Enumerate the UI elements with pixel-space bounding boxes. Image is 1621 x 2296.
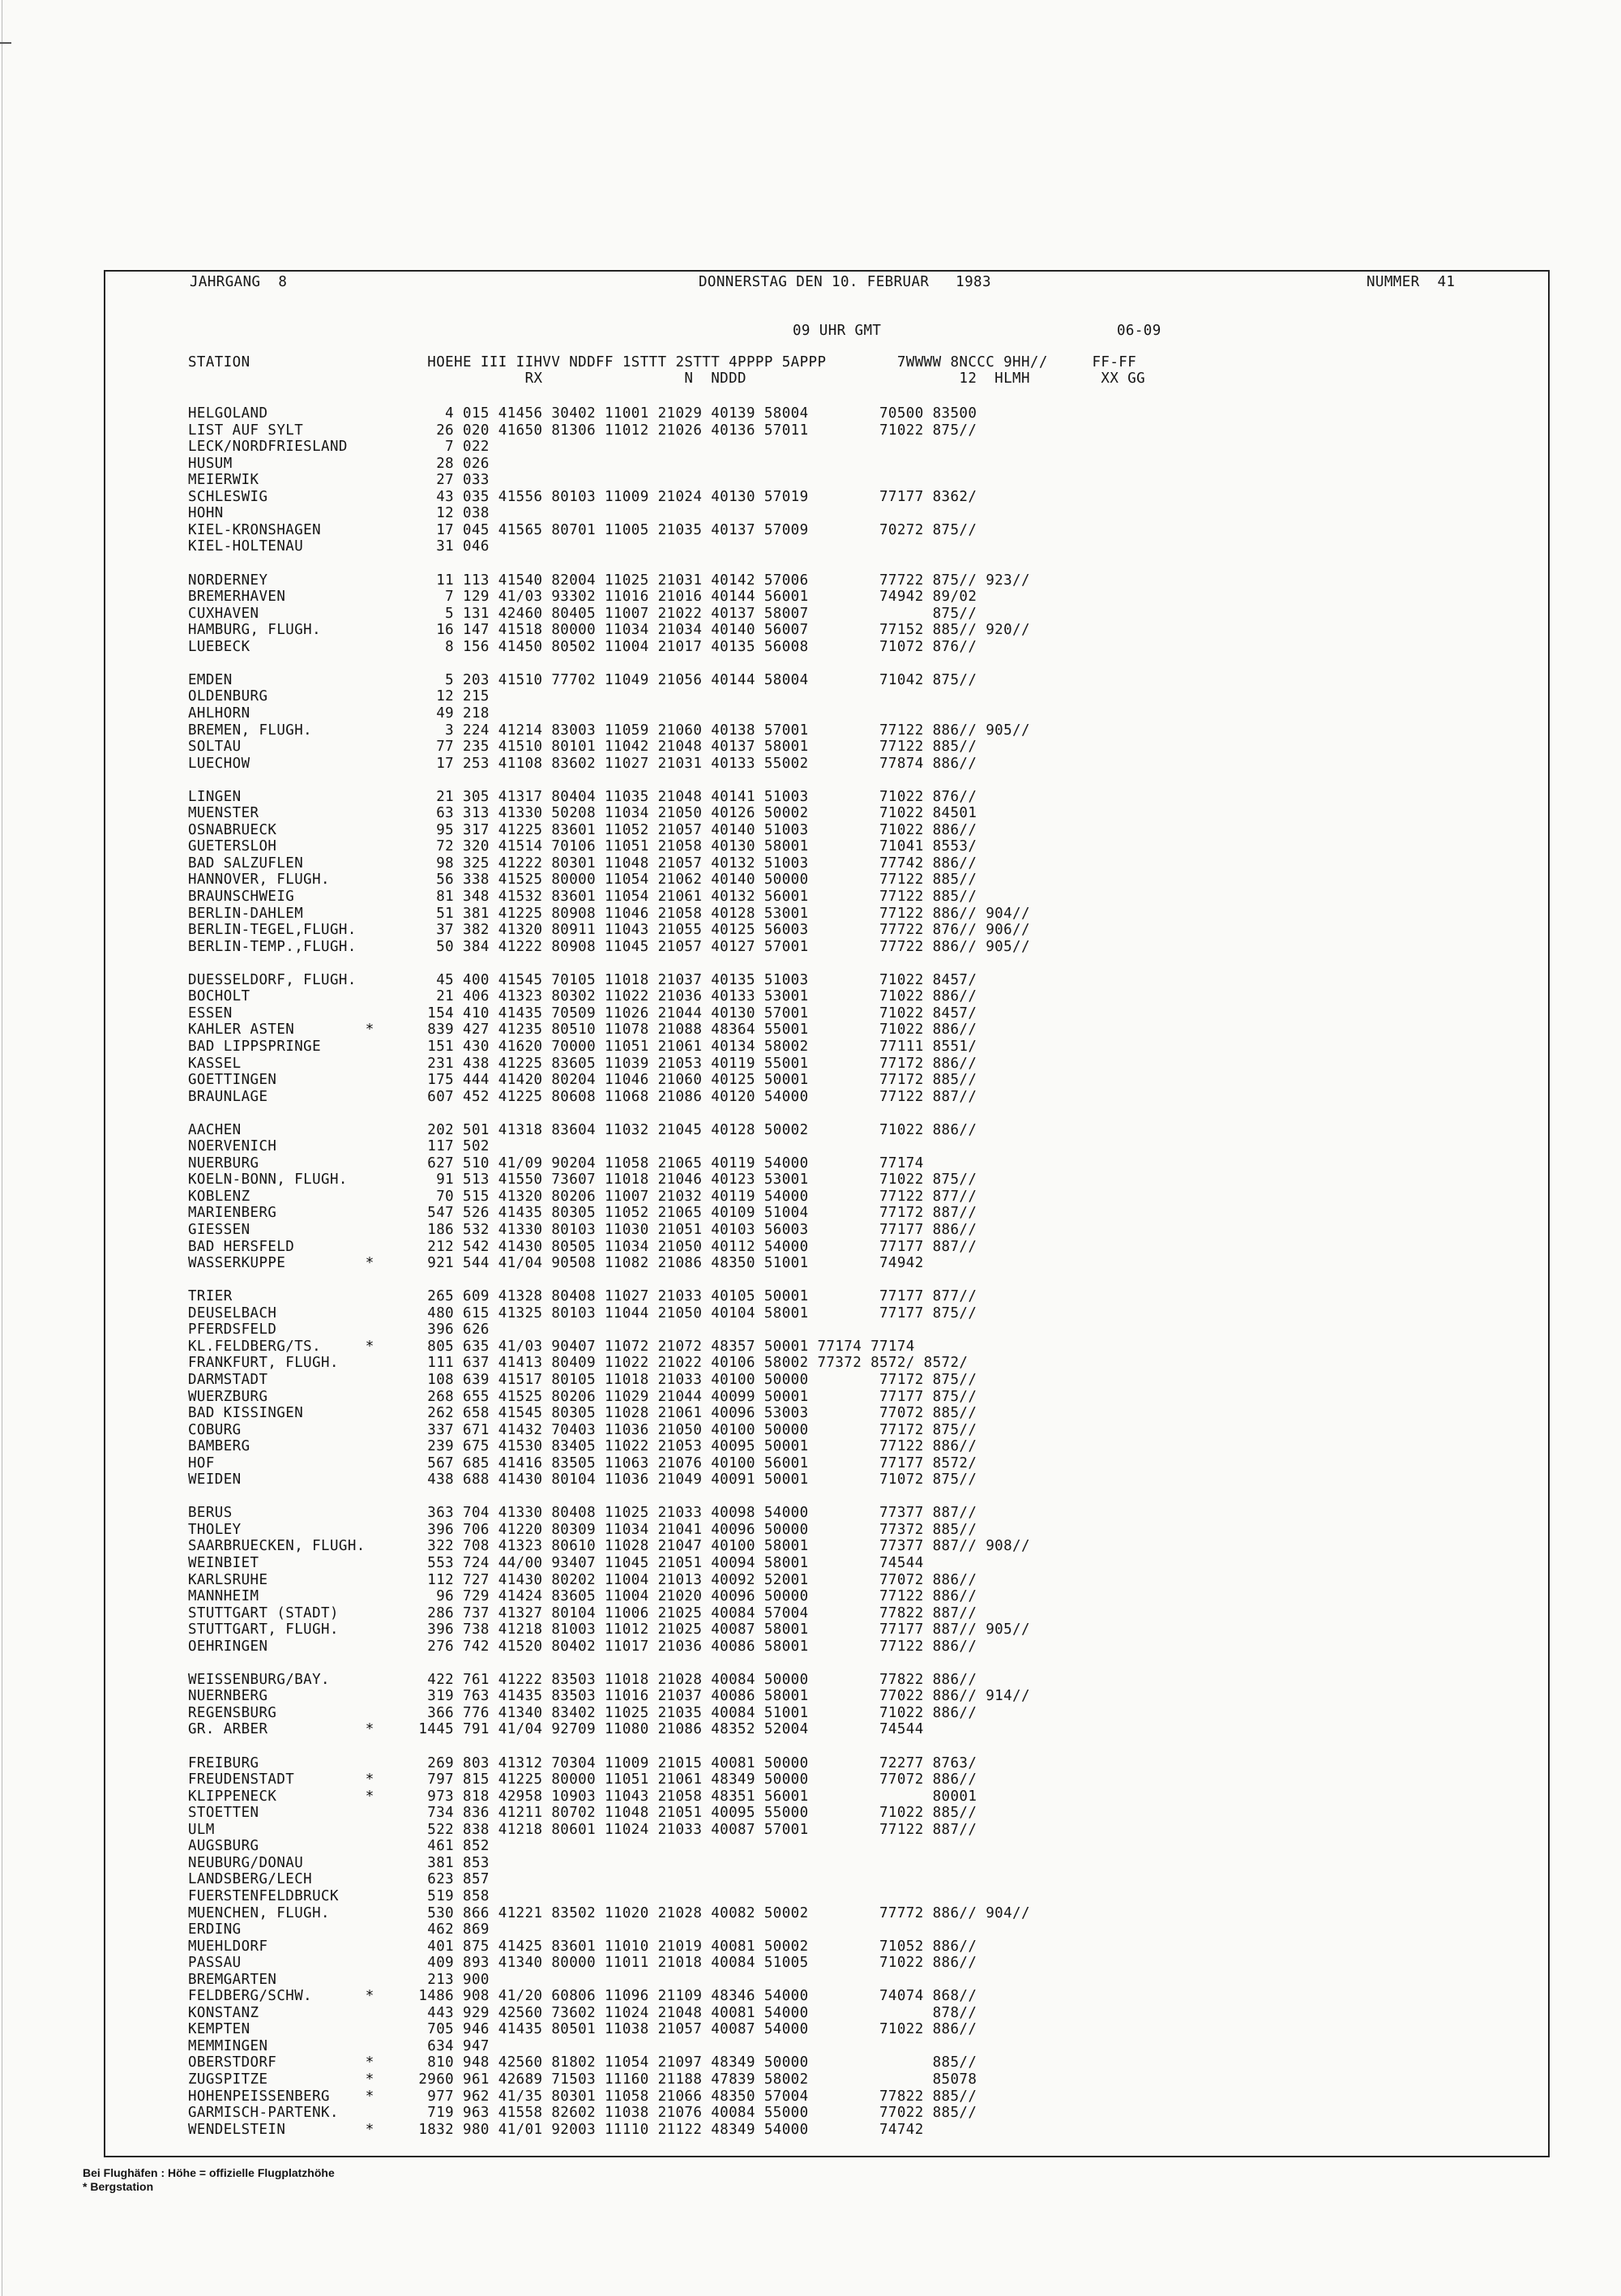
station-row: OSNABRUECK 95 317 41225 83601 11052 21057 40140 51003 71022 886// — [188, 821, 977, 838]
station-row: ULM 522 838 41218 80601 11024 21033 40087 57001 77122 887// — [188, 1821, 977, 1838]
station-row: NUERNBERG 319 763 41435 83503 11016 21037 40086 58001 77022 886// 914// — [188, 1688, 1030, 1705]
station-row: KASSEL 231 438 41225 83605 11039 21053 40119 55001 77172 886// — [188, 1055, 977, 1072]
station-row: KARLSRUHE 112 727 41430 80202 11004 21013 40092 52001 77072 886// — [188, 1571, 977, 1588]
station-row: OLDENBURG 12 215 — [188, 688, 490, 705]
station-row: FRANKFURT, FLUGH. 111 637 41413 80409 11022 21022 40106 58002 77372 8572/ 8572/ — [188, 1355, 969, 1372]
station-row: REGENSBURG 366 776 41340 83402 11025 21035 40084 51001 71022 886// — [188, 1704, 977, 1721]
station-row: GIESSEN 186 532 41330 80103 11030 21051 40103 56003 77177 886// — [188, 1222, 977, 1238]
station-row: HELGOLAND 4 015 41456 30402 11001 21029 40139 58004 70500 83500 — [188, 405, 977, 422]
station-row: BERLIN-DAHLEM 51 381 41225 80908 11046 21058 40128 53001 77122 886// 904// — [188, 905, 1030, 922]
station-row: AUGSBURG 461 852 — [188, 1838, 490, 1855]
station-row: BAMBERG 239 675 41530 83405 11022 21053 40095 50001 77122 886// — [188, 1438, 977, 1455]
station-row: SAARBRUECKEN, FLUGH. 322 708 41323 80610 11028 21047 40100 58001 77377 887// 908// — [188, 1538, 1030, 1555]
station-row: BAD SALZUFLEN 98 325 41222 80301 11048 21057 40132 51003 77742 886// — [188, 855, 977, 872]
station-row: NUERBURG 627 510 41/09 90204 11058 21065 40119 54000 77174 — [188, 1154, 924, 1172]
station-row: TRIER 265 609 41328 80408 11027 21033 40105 50001 77177 877// — [188, 1288, 977, 1305]
station-row: ESSEN 154 410 41435 70509 11026 21044 40130 57001 71022 8457/ — [188, 1004, 977, 1022]
station-row: HANNOVER, FLUGH. 56 338 41525 80000 11054 21062 40140 50000 77122 885// — [188, 872, 977, 889]
station-row: SCHLESWIG 43 035 41556 80103 11009 21024 40130 57019 77177 8362/ — [188, 488, 977, 505]
station-row: MARIENBERG 547 526 41435 80305 11052 21065 40109 51004 77172 887// — [188, 1205, 977, 1222]
station-row: SOLTAU 77 235 41510 80101 11042 21048 40137 58001 77122 885// — [188, 739, 977, 755]
station-row: OEHRINGEN 276 742 41520 80402 11017 21036 40086 58001 77122 886// — [188, 1638, 977, 1655]
station-row: WENDELSTEIN * 1832 980 41/01 92003 11110 21122 48349 54000 74742 — [188, 2121, 924, 2138]
station-row: BERUS 363 704 41330 80408 11025 21033 40098 54000 77377 887// — [188, 1505, 977, 1522]
station-row: HOF 567 685 41416 83505 11063 21076 40100 56001 77177 8572/ — [188, 1454, 977, 1471]
station-row: NORDERNEY 11 113 41540 82004 11025 21031 40142 57006 77722 875// 923// — [188, 572, 1030, 589]
station-row: STUTTGART (STADT) 286 737 41327 80104 11006 21025 40084 57004 77822 887// — [188, 1604, 977, 1621]
station-row: DUESSELDORF, FLUGH. 45 400 41545 70105 11018 21037 40135 51003 71022 8457/ — [188, 971, 977, 988]
station-row: PFERDSFELD 396 626 — [188, 1321, 490, 1339]
station-row: FUERSTENFELDBRUCK 519 858 — [188, 1887, 490, 1904]
station-row: MEMMINGEN 634 947 — [188, 2037, 490, 2054]
station-row: GOETTINGEN 175 444 41420 80204 11046 21060 40125 50001 77172 885// — [188, 1072, 977, 1088]
column-header-row-2: RX N NDDD 12 HLMH XX GG — [188, 371, 1146, 387]
scan-edge-tick — [0, 42, 11, 44]
station-row: BAD KISSINGEN 262 658 41545 80305 11028 21061 40096 53003 77072 885// — [188, 1405, 977, 1421]
station-row: LANDSBERG/LECH 623 857 — [188, 1871, 490, 1888]
station-row: NOERVENICH 117 502 — [188, 1138, 490, 1155]
station-row: KOELN-BONN, FLUGH. 91 513 41550 73607 11018 21046 40123 53001 71022 875// — [188, 1172, 977, 1189]
station-row: PASSAU 409 893 41340 80000 11011 21018 40084 51005 71022 886// — [188, 1955, 977, 1972]
jahrgang-label: JAHRGANG 8 — [190, 274, 288, 290]
station-row: GARMISCH-PARTENK. 719 963 41558 82602 11038 21076 40084 55000 77022 885// — [188, 2105, 977, 2122]
station-row: THOLEY 396 706 41220 80309 11034 21041 40096 50000 77372 885// — [188, 1521, 977, 1538]
station-row: LUECHOW 17 253 41108 83602 11027 21031 40133 55002 77874 886// — [188, 755, 977, 772]
station-row: LINGEN 21 305 41317 80404 11035 21048 40141 51003 71022 876// — [188, 788, 977, 805]
station-row: MANNHEIM 96 729 41424 83605 11004 21020 40096 50000 77122 886// — [188, 1588, 977, 1604]
station-row: BERLIN-TEGEL,FLUGH. 37 382 41320 80911 11043 21055 40125 56003 77722 876// 906// — [188, 922, 1030, 939]
station-row: BRAUNSCHWEIG 81 348 41532 83601 11054 21061 40132 56001 77122 885// — [188, 889, 977, 905]
station-row: CUXHAVEN 5 131 42460 80405 11007 21022 40137 58007 875// — [188, 605, 977, 622]
observation-period: 06-09 — [1117, 323, 1161, 339]
station-row: KL.FELDBERG/TS. * 805 635 41/03 90407 11072 21072 48357 50001 77174 77174 — [188, 1338, 915, 1355]
station-row: GUETERSLOH 72 320 41514 70106 11051 21058 40130 58001 71041 8553/ — [188, 838, 977, 855]
station-row: GR. ARBER * 1445 791 41/04 92709 11080 21086 48352 52004 74544 — [188, 1721, 924, 1738]
station-row: HUSUM 28 026 — [188, 455, 490, 472]
station-row: AACHEN 202 501 41318 83604 11032 21045 40128 50002 71022 886// — [188, 1121, 977, 1138]
footnote-airport-height: Bei Flughäfen : Höhe = offizielle Flugplatzhöhe — [83, 2166, 335, 2179]
station-row: WEIDEN 438 688 41430 80104 11036 21049 40091 50001 71072 875// — [188, 1471, 977, 1489]
station-row: KLIPPENECK * 973 818 42958 10903 11043 21058 48351 56001 80001 — [188, 1788, 977, 1805]
station-row: WASSERKUPPE * 921 544 41/04 90508 11082 21086 48350 51001 74942 — [188, 1255, 924, 1271]
station-row: BAD LIPPSPRINGE 151 430 41620 70000 11051 21061 40134 58002 77111 8551/ — [188, 1038, 977, 1055]
station-row: BREMERHAVEN 7 129 41/03 93302 11016 21016 40144 56001 74942 89/02 — [188, 589, 977, 605]
station-row: KAHLER ASTEN * 839 427 41235 80510 11078 21088 48364 55001 71022 886// — [188, 1022, 977, 1039]
station-row: FREUDENSTADT * 797 815 41225 80000 11051 21061 48349 50000 77072 886// — [188, 1771, 977, 1788]
station-row: LIST AUF SYLT 26 020 41650 81306 11012 21026 40136 57011 71022 875// — [188, 422, 977, 439]
station-row: KEMPTEN 705 946 41435 80501 11038 21057 40087 54000 71022 886// — [188, 2021, 977, 2038]
station-row: ERDING 462 869 — [188, 1921, 490, 1938]
station-row: EMDEN 5 203 41510 77702 11049 21056 40144 58004 71042 875// — [188, 671, 977, 688]
station-row: HOHN 12 038 — [188, 505, 490, 522]
station-row: NEUBURG/DONAU 381 853 — [188, 1854, 490, 1871]
station-row: STUTTGART, FLUGH. 396 738 41218 81003 11012 21025 40087 58001 77177 887// 905// — [188, 1621, 1030, 1638]
station-row: WEISSENBURG/BAY. 422 761 41222 83503 11018 21028 40084 50000 77822 886// — [188, 1671, 977, 1688]
station-row: BOCHOLT 21 406 41323 80302 11022 21036 40133 53001 71022 886// — [188, 988, 977, 1005]
station-row: MUENSTER 63 313 41330 50208 11034 21050 40126 50002 71022 84501 — [188, 805, 977, 822]
station-row: BREMEN, FLUGH. 3 224 41214 83003 11059 21060 40138 57001 77122 886// 905// — [188, 722, 1030, 739]
station-row: HOHENPEISSENBERG * 977 962 41/35 80301 11058 21066 48350 57004 77822 885// — [188, 2088, 977, 2105]
station-row: DARMSTADT 108 639 41517 80105 11018 21033 40100 50000 77172 875// — [188, 1371, 977, 1388]
station-row: LECK/NORDFRIESLAND 7 022 — [188, 439, 490, 456]
station-row: MUEHLDORF 401 875 41425 83601 11010 21019 40081 50002 71052 886// — [188, 1938, 977, 1955]
station-row: BRAUNLAGE 607 452 41225 80608 11068 21086 40120 54000 77122 887// — [188, 1088, 977, 1105]
station-row: STOETTEN 734 836 41211 80702 11048 21051 40095 55000 71022 885// — [188, 1805, 977, 1822]
station-row: HAMBURG, FLUGH. 16 147 41518 80000 11034 21034 40140 56007 77152 885// 920// — [188, 622, 1030, 639]
station-row: FREIBURG 269 803 41312 70304 11009 21015 40081 50000 72277 8763/ — [188, 1754, 977, 1771]
station-row: DEUSELBACH 480 615 41325 80103 11044 21050 40104 58001 77177 875// — [188, 1304, 977, 1321]
station-row: KIEL-HOLTENAU 31 046 — [188, 538, 490, 555]
station-row: AHLHORN 49 218 — [188, 705, 490, 722]
observation-time: 09 UHR GMT — [793, 323, 882, 339]
station-row: OBERSTDORF * 810 948 42560 81802 11054 21097 48349 50000 885// — [188, 2054, 977, 2071]
station-row: KONSTANZ 443 929 42560 73602 11024 21048 40081 54000 878// — [188, 2004, 977, 2021]
station-row: KIEL-KRONSHAGEN 17 045 41565 80701 11005 21035 40137 57009 70272 875// — [188, 521, 977, 538]
station-row: MEIERWIK 27 033 — [188, 472, 490, 489]
station-row: COBURG 337 671 41432 70403 11036 21050 40100 50000 77172 875// — [188, 1421, 977, 1438]
station-row: FELDBERG/SCHW. * 1486 908 41/20 60806 11096 21109 48346 54000 74074 868// — [188, 1988, 977, 2005]
station-row: LUEBECK 8 156 41450 80502 11004 21017 40135 56008 71072 876// — [188, 638, 977, 655]
station-row: BREMGARTEN 213 900 — [188, 1971, 490, 1988]
station-row: WUERZBURG 268 655 41525 80206 11029 21044 40099 50001 77177 875// — [188, 1388, 977, 1405]
station-row: BAD HERSFELD 212 542 41430 80505 11034 21050 40112 54000 77177 887// — [188, 1238, 977, 1255]
column-header-row-1: STATION HOEHE III IIHVV NDDFF 1STTT 2STTT 4PPPP 5APPP 7WWWW 8NCCC 9HH// FF-FF — [188, 354, 1137, 371]
station-row: WEINBIET 553 724 44/00 93407 11045 21051 40094 58001 74544 — [188, 1555, 924, 1571]
station-row: BERLIN-TEMP.,FLUGH. 50 384 41222 80908 11045 21057 40127 57001 77722 886// 905// — [188, 938, 1030, 955]
bulletin-date: DONNERSTAG DEN 10. FEBRUAR 1983 — [699, 274, 991, 290]
station-row: MUENCHEN, FLUGH. 530 866 41221 83502 11020 21028 40082 50002 77772 886// 904// — [188, 1904, 1030, 1921]
issue-number: NUMMER 41 — [1367, 274, 1456, 290]
station-row: ZUGSPITZE * 2960 961 42689 71503 11160 21188 47839 58002 85078 — [188, 2071, 977, 2088]
station-row: KOBLENZ 70 515 41320 80206 11007 21032 40119 54000 77122 877// — [188, 1188, 977, 1205]
footnote-mountain-station: * Bergstation — [83, 2180, 154, 2193]
